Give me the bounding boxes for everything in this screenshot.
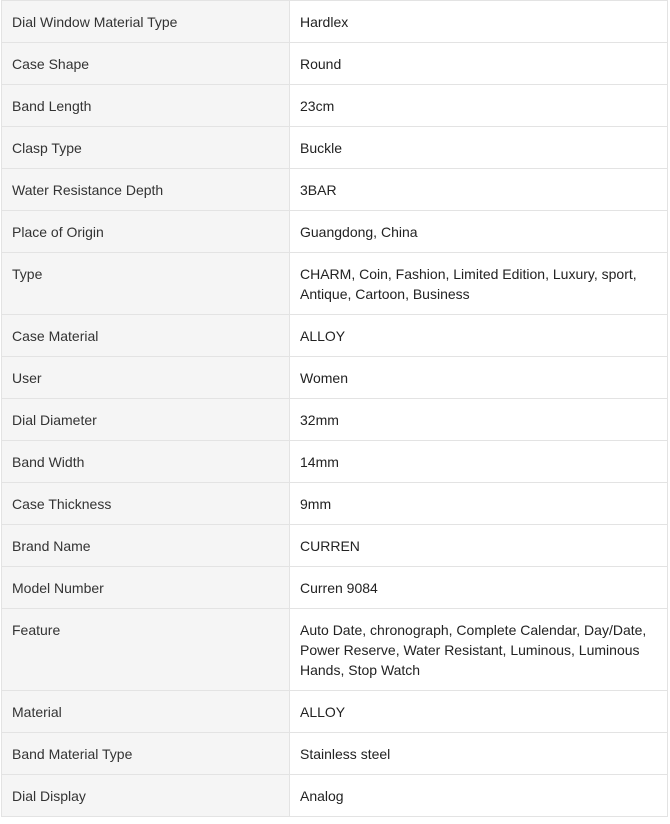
attribute-value: Women bbox=[290, 357, 668, 399]
attribute-value: ALLOY bbox=[290, 691, 668, 733]
table-row bbox=[2, 315, 668, 357]
attribute-value: Stainless steel bbox=[290, 733, 668, 775]
table-row bbox=[2, 399, 668, 441]
table-row bbox=[2, 609, 668, 691]
table-row bbox=[2, 483, 668, 525]
attribute-value: Analog bbox=[290, 775, 668, 817]
table-row bbox=[2, 253, 668, 315]
attribute-name: Clasp Type bbox=[2, 127, 290, 169]
attribute-value: Hardlex bbox=[290, 1, 668, 43]
attribute-name: Band Material Type bbox=[2, 733, 290, 775]
attribute-value: 3BAR bbox=[290, 169, 668, 211]
attribute-value: Round bbox=[290, 43, 668, 85]
table-row bbox=[2, 43, 668, 85]
attribute-value: Auto Date, chronograph, Complete Calendar, Day/Date, Power Reserve, Water Resistant, Luminous, Luminous Hands, Stop Watch bbox=[290, 609, 668, 691]
table-row bbox=[2, 441, 668, 483]
table-row bbox=[2, 127, 668, 169]
attribute-value: 14mm bbox=[290, 441, 668, 483]
attribute-value: 32mm bbox=[290, 399, 668, 441]
attribute-value: Curren 9084 bbox=[290, 567, 668, 609]
attribute-name: Type bbox=[2, 253, 290, 315]
table-row bbox=[2, 85, 668, 127]
table-row bbox=[2, 211, 668, 253]
specifications-table bbox=[1, 0, 668, 817]
attribute-value: Guangdong, China bbox=[290, 211, 668, 253]
attribute-value: Buckle bbox=[290, 127, 668, 169]
table-row bbox=[2, 357, 668, 399]
attribute-value: 23cm bbox=[290, 85, 668, 127]
attribute-name: User bbox=[2, 357, 290, 399]
attribute-name: Feature bbox=[2, 609, 290, 691]
attribute-name: Case Material bbox=[2, 315, 290, 357]
attribute-name: Band Length bbox=[2, 85, 290, 127]
specifications-body bbox=[2, 1, 668, 817]
attribute-value: CURREN bbox=[290, 525, 668, 567]
table-row bbox=[2, 567, 668, 609]
attribute-name: Dial Display bbox=[2, 775, 290, 817]
table-row bbox=[2, 733, 668, 775]
attribute-name: Band Width bbox=[2, 441, 290, 483]
table-row bbox=[2, 525, 668, 567]
attribute-name: Place of Origin bbox=[2, 211, 290, 253]
attribute-name: Case Thickness bbox=[2, 483, 290, 525]
table-row bbox=[2, 169, 668, 211]
attribute-name: Case Shape bbox=[2, 43, 290, 85]
attribute-name: Brand Name bbox=[2, 525, 290, 567]
table-row bbox=[2, 775, 668, 817]
attribute-value: CHARM, Coin, Fashion, Limited Edition, Luxury, sport, Antique, Cartoon, Business bbox=[290, 253, 668, 315]
attribute-value: 9mm bbox=[290, 483, 668, 525]
table-row bbox=[2, 691, 668, 733]
attribute-name: Water Resistance Depth bbox=[2, 169, 290, 211]
attribute-value: ALLOY bbox=[290, 315, 668, 357]
attribute-name: Material bbox=[2, 691, 290, 733]
attribute-name: Dial Window Material Type bbox=[2, 1, 290, 43]
attribute-name: Dial Diameter bbox=[2, 399, 290, 441]
attribute-name: Model Number bbox=[2, 567, 290, 609]
table-row bbox=[2, 1, 668, 43]
